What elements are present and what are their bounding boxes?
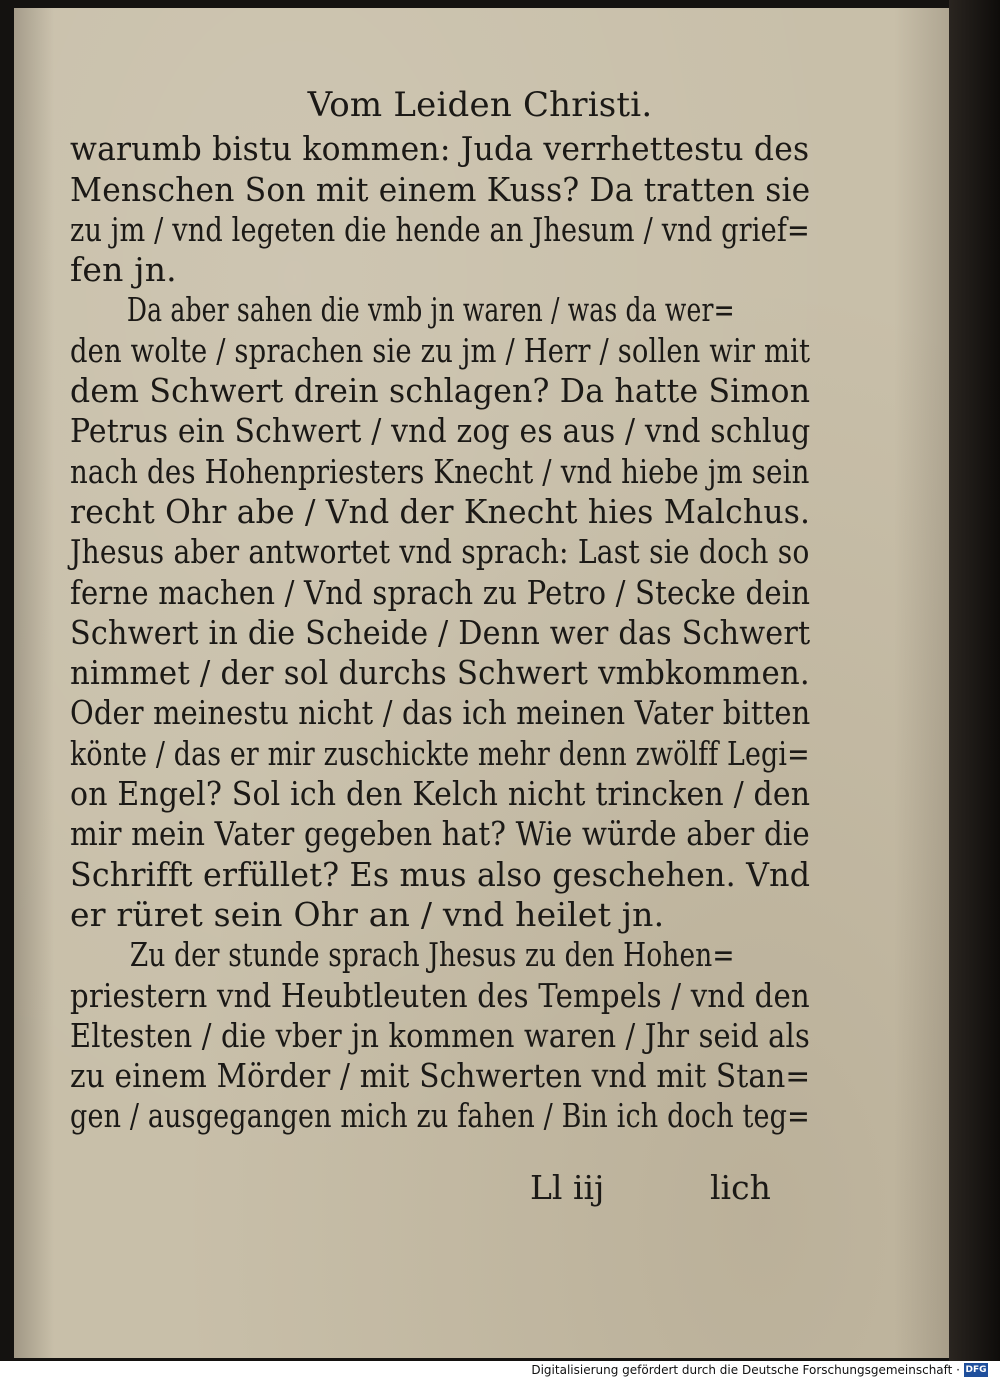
page-edge-shadow [949,0,1000,1361]
text-line: ferne machen / Vnd sprach zu Petro / Stecke dein [70,572,811,612]
text-line: mir mein Vater gegeben hat? Wie würde aber die [70,814,810,854]
text-line: recht Ohr abe / Vnd der Knecht hies Malchus. [70,491,811,531]
text-line: Petrus ein Schwert / vnd zog es aus / vnd schlug [70,411,811,451]
text-line: Schrifft erfüllet? Es mus also geschehen. Vnd [70,854,811,894]
text-line: priestern vnd Heubtleuten des Tempels / vnd den [70,975,810,1015]
dfg-logo-icon: DFG [965,1365,987,1375]
signature-mark: Ll iij [530,1168,605,1207]
text-line: Zu der stunde sprach Jhesus zu den Hohen= [129,935,735,975]
text-line: Da aber sahen die vmb jn waren / was da wer= [126,290,735,330]
text-line: fen jn. [70,250,177,290]
running-head: Vom Leiden Christi. [307,85,653,125]
text-line: zu einem Mörder / mit Schwerten vnd mit Stan= [70,1056,811,1096]
text-line: gen / ausgegangen mich zu fahen / Bin ich doch teg= [70,1096,810,1136]
text-line: zu jm / vnd legeten die hende an Jhesum / vnd grief= [70,209,810,249]
text-line: on Engel? Sol ich den Kelch nicht trincken / den [70,774,811,814]
text-line: nach des Hohenpriesters Knecht / vnd hiebe jm sein [70,451,810,491]
text-line: er rüret sein Ohr an / vnd heilet jn. [70,894,665,934]
text-line: Jhesus aber antwortet vnd sprach: Last sie doch so [70,532,810,572]
text-line: dem Schwert drein schlagen? Da hatte Simon [70,371,811,411]
text-line: könte / das er mir zuschickte mehr denn zwölff Legi= [70,733,810,773]
text-line: warumb bistu kommen: Juda verrhettestu des [70,129,810,169]
catchword: lich [710,1168,771,1207]
text-line: Oder meinestu nicht / das ich meinen Vater bitten [70,693,811,733]
body-text [70,129,810,1136]
digitization-credit: Digitalisierung gefördert durch die Deutsche Forschungsgemeinschaft · [531,1363,960,1377]
text-line: Schwert in die Scheide / Denn wer das Schwert [70,612,811,652]
text-line: nimmet / der sol durchs Schwert vmbkommen. [70,653,810,693]
page-text-block [70,85,810,1137]
text-line: Eltesten / die vber jn kommen waren / Jhr seid als [70,1015,810,1055]
text-line: Menschen Son mit einem Kuss? Da tratten sie [70,169,811,209]
text-line: den wolte / sprachen sie zu jm / Herr / sollen wir mit [70,330,811,370]
